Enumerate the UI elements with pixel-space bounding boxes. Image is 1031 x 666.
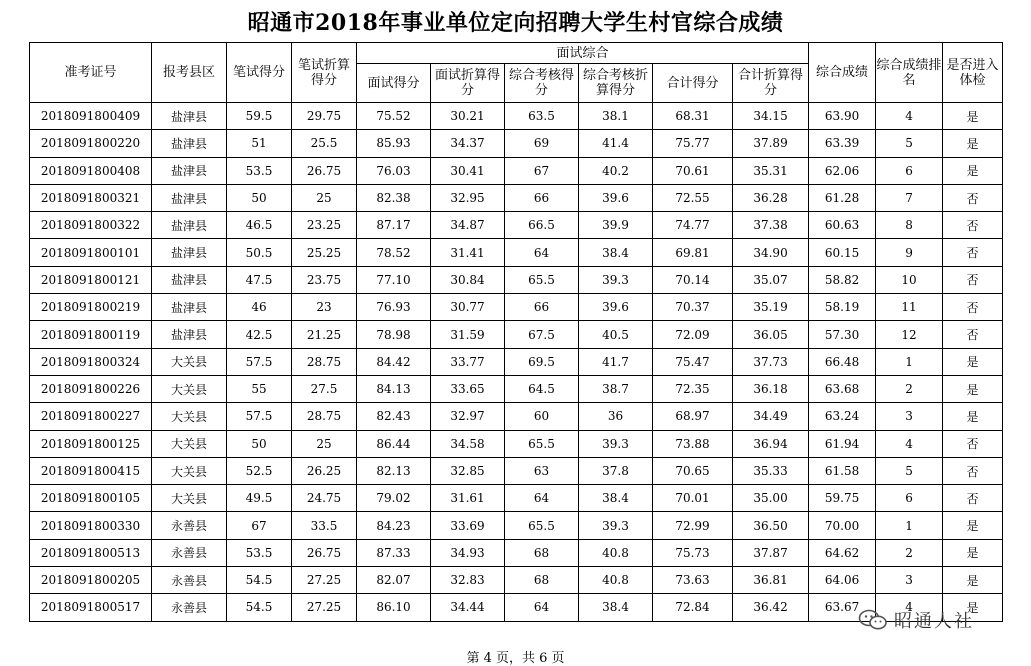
table-row (30, 294, 1003, 321)
cell-interview-score: 86.44 (357, 430, 431, 457)
cell-sum-converted: 35.07 (733, 266, 809, 293)
cell-interview-converted: 33.77 (431, 348, 505, 375)
cell-written-converted: 26.25 (292, 457, 357, 484)
cell-sum-converted: 37.73 (733, 348, 809, 375)
cell-county: 大关县 (152, 348, 227, 375)
cell-sum-converted: 35.33 (733, 457, 809, 484)
cell-interview-converted: 30.21 (431, 103, 505, 130)
cell-written-score: 49.5 (227, 485, 292, 512)
cell-sum-converted: 36.42 (733, 594, 809, 621)
cell-sum-score: 75.73 (653, 539, 733, 566)
cell-assessment-converted: 39.6 (579, 184, 653, 211)
cell-rank: 7 (876, 184, 943, 211)
cell-physical-exam: 是 (943, 375, 1003, 402)
page-footer: 第 4 页，共 6 页 (466, 651, 565, 666)
cell-rank: 2 (876, 539, 943, 566)
cell-county: 大关县 (152, 375, 227, 402)
cell-interview-converted: 32.97 (431, 403, 505, 430)
cell-total-score: 59.75 (809, 485, 876, 512)
cell-county: 永善县 (152, 539, 227, 566)
cell-total-score: 66.48 (809, 348, 876, 375)
cell-assessment-converted: 41.4 (579, 130, 653, 157)
cell-written-converted: 33.5 (292, 512, 357, 539)
cell-sum-converted: 34.49 (733, 403, 809, 430)
cell-ticket-number: 2018091800409 (30, 103, 152, 130)
table-row (30, 239, 1003, 266)
cell-total-score: 64.62 (809, 539, 876, 566)
cell-written-score: 53.5 (227, 157, 292, 184)
cell-written-score: 50 (227, 184, 292, 211)
cell-written-score: 50 (227, 430, 292, 457)
cell-interview-converted: 33.65 (431, 375, 505, 402)
cell-interview-converted: 32.95 (431, 184, 505, 211)
cell-rank: 1 (876, 512, 943, 539)
cell-written-converted: 28.75 (292, 348, 357, 375)
cell-assessment-score: 65.5 (505, 266, 579, 293)
cell-interview-converted: 34.58 (431, 430, 505, 457)
cell-physical-exam: 否 (943, 212, 1003, 239)
cell-sum-score: 72.09 (653, 321, 733, 348)
cell-rank: 3 (876, 567, 943, 594)
cell-sum-score: 70.61 (653, 157, 733, 184)
cell-rank: 12 (876, 321, 943, 348)
cell-ticket-number: 2018091800205 (30, 567, 152, 594)
cell-total-score: 61.28 (809, 184, 876, 211)
cell-interview-score: 82.13 (357, 457, 431, 484)
cell-assessment-score: 69 (505, 130, 579, 157)
table-row (30, 512, 1003, 539)
cell-ticket-number: 2018091800513 (30, 539, 152, 566)
cell-sum-converted: 35.00 (733, 485, 809, 512)
cell-sum-score: 70.65 (653, 457, 733, 484)
cell-assessment-converted: 39.3 (579, 430, 653, 457)
cell-written-converted: 27.25 (292, 567, 357, 594)
cell-written-converted: 23 (292, 294, 357, 321)
cell-total-score: 63.39 (809, 130, 876, 157)
cell-county: 盐津县 (152, 130, 227, 157)
cell-written-converted: 25 (292, 430, 357, 457)
cell-written-converted: 26.75 (292, 539, 357, 566)
cell-sum-score: 74.77 (653, 212, 733, 239)
cell-total-score: 61.94 (809, 430, 876, 457)
cell-county: 大关县 (152, 485, 227, 512)
header-assessment-score: 综合考核得分 (505, 64, 579, 103)
cell-ticket-number: 2018091800415 (30, 457, 152, 484)
cell-physical-exam: 是 (943, 157, 1003, 184)
cell-interview-converted: 34.87 (431, 212, 505, 239)
cell-interview-score: 82.38 (357, 184, 431, 211)
cell-sum-score: 75.47 (653, 348, 733, 375)
cell-sum-converted: 37.87 (733, 539, 809, 566)
table-row (30, 184, 1003, 211)
cell-written-score: 54.5 (227, 594, 292, 621)
cell-assessment-score: 68 (505, 567, 579, 594)
cell-physical-exam: 否 (943, 457, 1003, 484)
cell-ticket-number: 2018091800101 (30, 239, 152, 266)
cell-sum-converted: 35.19 (733, 294, 809, 321)
cell-sum-score: 75.77 (653, 130, 733, 157)
cell-interview-score: 75.52 (357, 103, 431, 130)
cell-physical-exam: 是 (943, 512, 1003, 539)
table-row (30, 348, 1003, 375)
cell-total-score: 62.06 (809, 157, 876, 184)
cell-interview-score: 76.93 (357, 294, 431, 321)
cell-rank: 3 (876, 403, 943, 430)
cell-assessment-converted: 38.4 (579, 239, 653, 266)
table-body (30, 103, 1003, 622)
cell-written-converted: 29.75 (292, 103, 357, 130)
cell-total-score: 58.82 (809, 266, 876, 293)
cell-assessment-converted: 39.3 (579, 512, 653, 539)
cell-sum-converted: 34.90 (733, 239, 809, 266)
cell-assessment-score: 65.5 (505, 430, 579, 457)
cell-assessment-score: 67 (505, 157, 579, 184)
header-total-score: 综合成绩 (809, 43, 876, 103)
cell-county: 盐津县 (152, 266, 227, 293)
cell-interview-converted: 34.44 (431, 594, 505, 621)
cell-assessment-score: 66 (505, 294, 579, 321)
cell-interview-converted: 31.59 (431, 321, 505, 348)
table-row (30, 539, 1003, 566)
cell-interview-score: 78.98 (357, 321, 431, 348)
cell-sum-converted: 36.81 (733, 567, 809, 594)
cell-county: 盐津县 (152, 294, 227, 321)
cell-interview-converted: 31.41 (431, 239, 505, 266)
cell-interview-converted: 31.61 (431, 485, 505, 512)
cell-county: 永善县 (152, 594, 227, 621)
cell-physical-exam: 是 (943, 403, 1003, 430)
page-title: 昭通市2018年事业单位定向招聘大学生村官综合成绩 (247, 10, 784, 36)
cell-rank: 5 (876, 457, 943, 484)
cell-sum-score: 70.01 (653, 485, 733, 512)
cell-written-score: 59.5 (227, 103, 292, 130)
cell-assessment-score: 63 (505, 457, 579, 484)
cell-interview-score: 87.33 (357, 539, 431, 566)
cell-rank: 6 (876, 157, 943, 184)
header-sum-score: 合计得分 (653, 64, 733, 103)
cell-sum-converted: 35.31 (733, 157, 809, 184)
cell-assessment-converted: 40.8 (579, 539, 653, 566)
cell-ticket-number: 2018091800125 (30, 430, 152, 457)
cell-assessment-score: 64 (505, 594, 579, 621)
cell-ticket-number: 2018091800226 (30, 375, 152, 402)
cell-ticket-number: 2018091800321 (30, 184, 152, 211)
cell-interview-score: 82.07 (357, 567, 431, 594)
cell-physical-exam: 否 (943, 184, 1003, 211)
cell-written-converted: 24.75 (292, 485, 357, 512)
cell-sum-converted: 37.38 (733, 212, 809, 239)
cell-interview-converted: 34.37 (431, 130, 505, 157)
header-rank: 综合成绩排名 (876, 43, 943, 103)
watermark-text: 昭通人社 (894, 611, 974, 632)
cell-interview-converted: 30.84 (431, 266, 505, 293)
cell-interview-converted: 34.93 (431, 539, 505, 566)
cell-rank: 9 (876, 239, 943, 266)
cell-written-score: 50.5 (227, 239, 292, 266)
cell-sum-score: 68.97 (653, 403, 733, 430)
header-county: 报考县区 (152, 43, 227, 103)
cell-interview-score: 84.42 (357, 348, 431, 375)
cell-written-score: 42.5 (227, 321, 292, 348)
cell-total-score: 70.00 (809, 512, 876, 539)
cell-physical-exam: 否 (943, 485, 1003, 512)
cell-written-converted: 26.75 (292, 157, 357, 184)
cell-assessment-score: 66.5 (505, 212, 579, 239)
header-physical-exam: 是否进入体检 (943, 43, 1003, 103)
table-row (30, 321, 1003, 348)
cell-rank: 4 (876, 430, 943, 457)
cell-total-score: 63.67 (809, 594, 876, 621)
cell-ticket-number: 2018091800324 (30, 348, 152, 375)
cell-assessment-converted: 38.1 (579, 103, 653, 130)
cell-interview-score: 82.43 (357, 403, 431, 430)
cell-sum-score: 72.99 (653, 512, 733, 539)
cell-sum-converted: 37.89 (733, 130, 809, 157)
cell-physical-exam: 是 (943, 103, 1003, 130)
cell-written-score: 54.5 (227, 567, 292, 594)
cell-county: 盐津县 (152, 321, 227, 348)
cell-interview-converted: 32.83 (431, 567, 505, 594)
cell-sum-score: 70.37 (653, 294, 733, 321)
cell-rank: 1 (876, 348, 943, 375)
cell-sum-converted: 36.18 (733, 375, 809, 402)
table-row (30, 157, 1003, 184)
cell-interview-score: 84.13 (357, 375, 431, 402)
cell-sum-score: 69.81 (653, 239, 733, 266)
cell-ticket-number: 2018091800227 (30, 403, 152, 430)
cell-assessment-converted: 39.3 (579, 266, 653, 293)
cell-interview-score: 85.93 (357, 130, 431, 157)
cell-total-score: 63.90 (809, 103, 876, 130)
cell-interview-converted: 32.85 (431, 457, 505, 484)
cell-physical-exam: 否 (943, 266, 1003, 293)
cell-written-converted: 23.25 (292, 212, 357, 239)
cell-sum-converted: 36.28 (733, 184, 809, 211)
cell-assessment-score: 60 (505, 403, 579, 430)
cell-assessment-score: 66 (505, 184, 579, 211)
table-row (30, 457, 1003, 484)
cell-rank: 4 (876, 594, 943, 621)
table-row (30, 212, 1003, 239)
cell-interview-converted: 30.41 (431, 157, 505, 184)
cell-physical-exam: 是 (943, 130, 1003, 157)
wechat-logo-icon (858, 609, 888, 631)
cell-interview-score: 78.52 (357, 239, 431, 266)
cell-written-converted: 27.5 (292, 375, 357, 402)
cell-sum-score: 73.88 (653, 430, 733, 457)
cell-sum-converted: 34.15 (733, 103, 809, 130)
cell-written-converted: 25.5 (292, 130, 357, 157)
cell-written-score: 57.5 (227, 348, 292, 375)
cell-rank: 4 (876, 103, 943, 130)
cell-total-score: 60.63 (809, 212, 876, 239)
cell-assessment-converted: 36 (579, 403, 653, 430)
cell-written-converted: 21.25 (292, 321, 357, 348)
table-row (30, 430, 1003, 457)
cell-written-converted: 25 (292, 184, 357, 211)
cell-assessment-score: 63.5 (505, 103, 579, 130)
watermark (858, 604, 1008, 636)
cell-rank: 8 (876, 212, 943, 239)
cell-assessment-converted: 38.4 (579, 485, 653, 512)
cell-county: 盐津县 (152, 184, 227, 211)
cell-county: 盐津县 (152, 103, 227, 130)
cell-total-score: 63.24 (809, 403, 876, 430)
cell-written-score: 51 (227, 130, 292, 157)
cell-county: 盐津县 (152, 239, 227, 266)
cell-sum-converted: 36.50 (733, 512, 809, 539)
cell-rank: 11 (876, 294, 943, 321)
table-row (30, 567, 1003, 594)
cell-ticket-number: 2018091800121 (30, 266, 152, 293)
scores-table (29, 42, 1003, 622)
cell-ticket-number: 2018091800517 (30, 594, 152, 621)
cell-assessment-score: 64.5 (505, 375, 579, 402)
header-assessment-converted: 综合考核折算得分 (579, 64, 653, 103)
header-written-converted: 笔试折算得分 (292, 43, 357, 103)
table-row (30, 130, 1003, 157)
cell-rank: 2 (876, 375, 943, 402)
cell-rank: 6 (876, 485, 943, 512)
cell-written-score: 53.5 (227, 539, 292, 566)
cell-interview-converted: 30.77 (431, 294, 505, 321)
cell-physical-exam: 否 (943, 430, 1003, 457)
cell-physical-exam: 否 (943, 321, 1003, 348)
cell-sum-converted: 36.94 (733, 430, 809, 457)
cell-county: 大关县 (152, 430, 227, 457)
cell-county: 大关县 (152, 403, 227, 430)
cell-rank: 10 (876, 266, 943, 293)
cell-written-converted: 23.75 (292, 266, 357, 293)
cell-written-converted: 28.75 (292, 403, 357, 430)
cell-physical-exam: 否 (943, 239, 1003, 266)
cell-county: 盐津县 (152, 157, 227, 184)
cell-assessment-converted: 40.5 (579, 321, 653, 348)
cell-assessment-score: 64 (505, 485, 579, 512)
cell-written-score: 46 (227, 294, 292, 321)
table-row (30, 594, 1003, 621)
cell-ticket-number: 2018091800408 (30, 157, 152, 184)
cell-interview-score: 87.17 (357, 212, 431, 239)
cell-assessment-converted: 40.8 (579, 567, 653, 594)
cell-total-score: 60.15 (809, 239, 876, 266)
cell-assessment-score: 69.5 (505, 348, 579, 375)
cell-physical-exam: 是 (943, 594, 1003, 621)
cell-total-score: 58.19 (809, 294, 876, 321)
table-row (30, 266, 1003, 293)
cell-written-score: 46.5 (227, 212, 292, 239)
cell-total-score: 61.58 (809, 457, 876, 484)
header-ticket-number: 准考证号 (30, 43, 152, 103)
cell-county: 永善县 (152, 567, 227, 594)
cell-written-converted: 27.25 (292, 594, 357, 621)
cell-county: 盐津县 (152, 212, 227, 239)
cell-physical-exam: 是 (943, 567, 1003, 594)
header-interview-group: 面试综合 (357, 43, 809, 64)
cell-total-score: 63.68 (809, 375, 876, 402)
cell-written-converted: 25.25 (292, 239, 357, 266)
cell-sum-score: 73.63 (653, 567, 733, 594)
cell-physical-exam: 是 (943, 348, 1003, 375)
header-sum-converted: 合计折算得分 (733, 64, 809, 103)
cell-ticket-number: 2018091800330 (30, 512, 152, 539)
cell-interview-score: 86.10 (357, 594, 431, 621)
cell-interview-converted: 33.69 (431, 512, 505, 539)
cell-county: 永善县 (152, 512, 227, 539)
cell-interview-score: 79.02 (357, 485, 431, 512)
cell-assessment-score: 64 (505, 239, 579, 266)
cell-ticket-number: 2018091800119 (30, 321, 152, 348)
cell-sum-score: 70.14 (653, 266, 733, 293)
cell-interview-score: 77.10 (357, 266, 431, 293)
cell-assessment-score: 65.5 (505, 512, 579, 539)
cell-written-score: 67 (227, 512, 292, 539)
cell-assessment-converted: 39.9 (579, 212, 653, 239)
cell-ticket-number: 2018091800105 (30, 485, 152, 512)
header-interview-score: 面试得分 (357, 64, 431, 103)
cell-written-score: 55 (227, 375, 292, 402)
table-row (30, 485, 1003, 512)
cell-written-score: 52.5 (227, 457, 292, 484)
cell-assessment-converted: 38.4 (579, 594, 653, 621)
cell-written-score: 47.5 (227, 266, 292, 293)
cell-ticket-number: 2018091800219 (30, 294, 152, 321)
cell-sum-score: 68.31 (653, 103, 733, 130)
cell-ticket-number: 2018091800322 (30, 212, 152, 239)
cell-assessment-converted: 41.7 (579, 348, 653, 375)
cell-total-score: 57.30 (809, 321, 876, 348)
cell-physical-exam: 否 (943, 294, 1003, 321)
header-interview-converted: 面试折算得分 (431, 64, 505, 103)
cell-assessment-converted: 38.7 (579, 375, 653, 402)
cell-rank: 5 (876, 130, 943, 157)
cell-sum-score: 72.35 (653, 375, 733, 402)
table-row (30, 103, 1003, 130)
cell-written-score: 57.5 (227, 403, 292, 430)
cell-ticket-number: 2018091800220 (30, 130, 152, 157)
header-written-score: 笔试得分 (227, 43, 292, 103)
cell-sum-score: 72.84 (653, 594, 733, 621)
cell-county: 大关县 (152, 457, 227, 484)
cell-total-score: 64.06 (809, 567, 876, 594)
cell-assessment-converted: 40.2 (579, 157, 653, 184)
table-row (30, 403, 1003, 430)
cell-assessment-score: 68 (505, 539, 579, 566)
table-row (30, 375, 1003, 402)
cell-physical-exam: 是 (943, 539, 1003, 566)
cell-assessment-converted: 37.8 (579, 457, 653, 484)
cell-sum-converted: 36.05 (733, 321, 809, 348)
cell-assessment-score: 67.5 (505, 321, 579, 348)
cell-assessment-converted: 39.6 (579, 294, 653, 321)
cell-interview-score: 76.03 (357, 157, 431, 184)
cell-sum-score: 72.55 (653, 184, 733, 211)
cell-interview-score: 84.23 (357, 512, 431, 539)
